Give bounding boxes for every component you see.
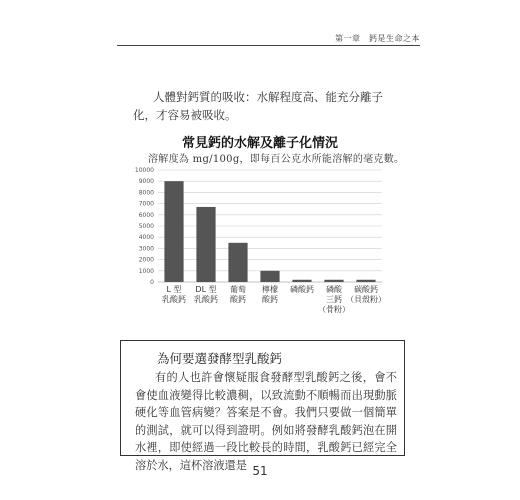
x-category-label: 葡萄酸鈣 xyxy=(230,285,246,304)
chart-title: 常見鈣的水解及離子化情況 xyxy=(181,136,338,151)
y-tick-label: 4000 xyxy=(138,234,154,242)
x-category-label: 磷酸鈣 xyxy=(290,285,314,294)
y-tick-label: 9000 xyxy=(138,178,154,186)
y-tick-label: 6000 xyxy=(138,211,154,219)
bar xyxy=(356,280,375,282)
bar xyxy=(292,280,311,282)
y-tick-label: 7000 xyxy=(138,200,154,208)
y-tick-label: 3000 xyxy=(138,245,154,253)
box-body: 有的人也許會懷疑服食發酵型乳酸鈣之後，會不會使血液變得比較濃稠，以致流動不順暢而出現動脈硬化等血管病變？答案是不會。我們只要做一個簡單的測試，就可以得到證明。例如將發酵乳酸鈣泡在開水裡，即使經過一段比較長的時間，乳酸鈣已經完全溶於水，這杯溶液還是 xyxy=(135,371,397,472)
header-rule xyxy=(117,45,420,46)
y-tick-label: 1000 xyxy=(138,267,154,275)
bar xyxy=(228,243,247,282)
x-category-label: L 型乳酸鈣 xyxy=(162,285,186,304)
y-tick-label: 0 xyxy=(150,279,154,286)
bar xyxy=(196,207,215,282)
x-category-label: 碳酸鈣（貝殼粉） xyxy=(346,285,386,304)
intro-paragraph: 人體對鈣質的吸收：水解程度高、能充分離子化，才容易被吸收。 xyxy=(133,90,383,122)
x-category-label: 磷酸三鈣（骨粉） xyxy=(318,285,350,314)
box-title: 為何要選發酵型乳酸鈣 xyxy=(157,351,283,366)
x-category-label: DL 型乳酸鈣 xyxy=(194,285,218,304)
bar xyxy=(164,181,183,282)
bar xyxy=(324,280,343,282)
x-category-label: 檸檬酸鈣 xyxy=(262,285,278,304)
chart-subtitle: 溶解度為 mg/100g，即每百公克水所能溶解的毫克數。 xyxy=(148,154,405,165)
running-header: 第一章 鈣是生命之本 xyxy=(335,34,420,43)
page-number: 51 xyxy=(252,464,268,478)
y-tick-label: 10000 xyxy=(134,167,154,174)
bar xyxy=(260,271,279,282)
y-tick-label: 2000 xyxy=(138,256,154,264)
y-tick-label: 8000 xyxy=(138,189,154,197)
y-tick-label: 5000 xyxy=(138,223,154,230)
calcium-solubility-chart xyxy=(120,162,390,330)
